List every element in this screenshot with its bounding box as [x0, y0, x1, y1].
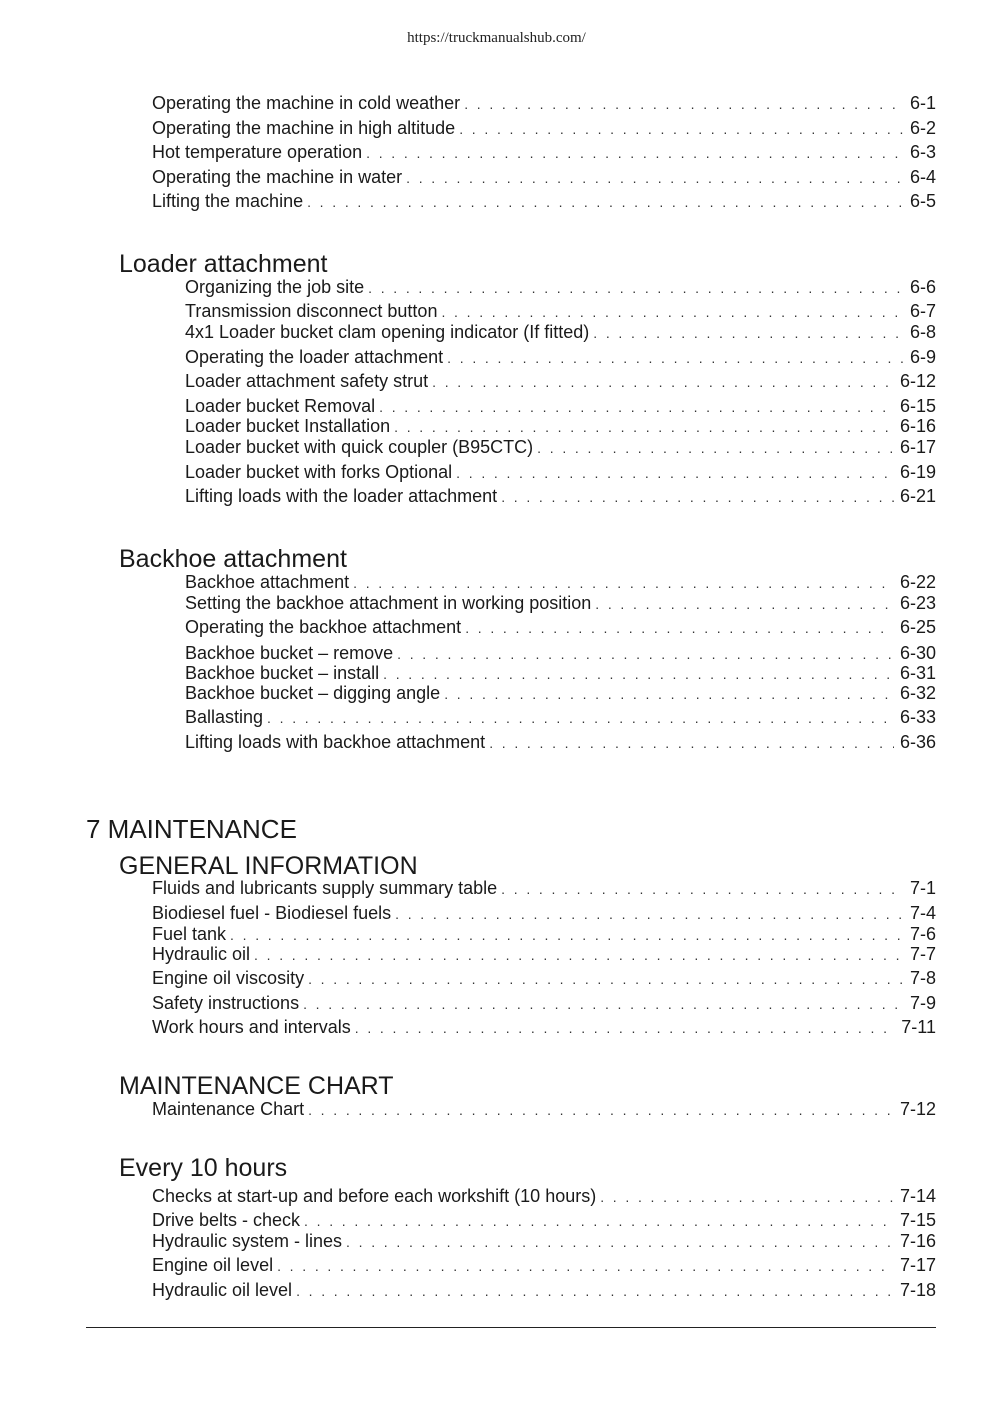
dot-leader [355, 1017, 896, 1039]
toc-entry-page: 6-9 [909, 347, 936, 367]
toc-entry[interactable] [152, 877, 936, 899]
toc-entry-page: 6-5 [909, 191, 936, 211]
toc-entry-page: 6-22 [899, 572, 936, 592]
toc-entry[interactable] [185, 370, 936, 392]
toc-entry-title: Lifting loads with the loader attachment [185, 486, 498, 506]
toc-entry-page: 6-21 [899, 486, 936, 506]
toc-entry-page: 6-31 [899, 663, 936, 683]
toc-entry[interactable] [185, 571, 936, 593]
section-heading-loader: Loader attachment [119, 250, 328, 278]
toc-entry-title: Engine oil viscosity [152, 968, 305, 988]
dot-leader [595, 593, 894, 615]
toc-entry[interactable] [152, 902, 936, 924]
toc-entry[interactable] [152, 1230, 936, 1252]
toc-entry[interactable] [185, 706, 936, 728]
toc-entry-title: Hydraulic system - lines [152, 1231, 343, 1251]
toc-entry-title: Transmission disconnect button [185, 301, 438, 321]
dot-leader [501, 486, 894, 508]
toc-entry-page: 7-8 [909, 968, 936, 988]
toc-entry-page: 6-8 [909, 322, 936, 342]
dot-leader [447, 347, 904, 369]
toc-entry[interactable] [185, 731, 936, 753]
section-heading-every-10-hours: Every 10 hours [119, 1154, 288, 1182]
dot-leader [296, 1280, 894, 1302]
dot-leader [267, 707, 894, 729]
toc-entry[interactable] [185, 395, 936, 417]
toc-entry-page: 6-12 [899, 371, 936, 391]
toc-entry[interactable] [185, 436, 936, 458]
toc-entry-page: 6-1 [909, 93, 936, 113]
toc-entry-page: 7-16 [899, 1231, 936, 1251]
toc-entry[interactable] [185, 346, 936, 368]
toc-entry-title: Loader attachment safety strut [185, 371, 429, 391]
toc-entry-title: Checks at start-up and before each workshift (10 hours) [152, 1186, 597, 1206]
dot-leader [277, 1255, 894, 1277]
toc-entry[interactable] [152, 1254, 936, 1276]
toc-entry-page: 7-4 [909, 903, 936, 923]
dot-leader [456, 462, 894, 484]
toc-entry-page: 7-17 [899, 1255, 936, 1275]
toc-entry[interactable] [185, 682, 936, 704]
toc-entry[interactable] [185, 592, 936, 614]
toc-entry-page: 6-30 [899, 643, 936, 663]
toc-entry[interactable] [185, 485, 936, 507]
section-heading-backhoe: Backhoe attachment [119, 545, 347, 573]
toc-entry-title: Work hours and intervals [152, 1017, 351, 1037]
toc-entry-title: Loader bucket with quick coupler (B95CTC) [185, 437, 534, 457]
toc-entry-page: 6-32 [899, 683, 936, 703]
toc-entry-title: Loader bucket Installation [185, 416, 391, 436]
toc-entry-title: Lifting loads with backhoe attachment [185, 732, 486, 752]
toc-entry[interactable] [152, 141, 936, 163]
dot-leader [303, 993, 904, 1015]
toc-entry[interactable] [152, 166, 936, 188]
toc-entry-title: Hydraulic oil level [152, 1280, 293, 1300]
dot-leader [501, 878, 904, 900]
toc-entry[interactable] [152, 992, 936, 1014]
toc-entry-page: 6-17 [899, 437, 936, 457]
toc-entry-page: 7-1 [909, 878, 936, 898]
dot-leader [304, 1210, 894, 1232]
dot-leader [537, 437, 894, 459]
toc-entry-title: Engine oil level [152, 1255, 274, 1275]
toc-entry[interactable] [152, 92, 936, 114]
toc-entry[interactable] [185, 662, 936, 684]
toc-entry-title: Biodiesel fuel - Biodiesel fuels [152, 903, 392, 923]
dot-leader [489, 732, 894, 754]
toc-entry-title: Lifting the machine [152, 191, 304, 211]
dot-leader [593, 322, 904, 344]
toc-entry-title: Ballasting [185, 707, 264, 727]
toc-entry[interactable] [152, 190, 936, 212]
toc-entry-title: Operating the backhoe attachment [185, 617, 462, 637]
dot-leader [308, 968, 904, 990]
toc-entry-page: 6-36 [899, 732, 936, 752]
toc-entry-title: Operating the loader attachment [185, 347, 444, 367]
toc-entry-title: Backhoe attachment [185, 572, 350, 592]
toc-entry[interactable] [185, 616, 936, 638]
toc-entry-title: Maintenance Chart [152, 1099, 305, 1119]
toc-entry-page: 6-7 [909, 301, 936, 321]
dot-leader [353, 572, 894, 594]
toc-entry-page: 6-19 [899, 462, 936, 482]
toc-entry[interactable] [152, 1016, 936, 1038]
toc-entry[interactable] [185, 276, 936, 298]
toc-entry-page: 6-25 [899, 617, 936, 637]
toc-entry[interactable] [152, 1209, 936, 1231]
toc-entry-page: 6-4 [909, 167, 936, 187]
dot-leader [308, 1099, 894, 1121]
toc-entry-page: 6-16 [899, 416, 936, 436]
toc-entry-page: 7-18 [899, 1280, 936, 1300]
toc-entry-page: 6-15 [899, 396, 936, 416]
dot-leader [346, 1231, 894, 1253]
toc-entry-title: Drive belts - check [152, 1210, 301, 1230]
section-heading-general: GENERAL INFORMATION [119, 852, 418, 880]
toc-entry-title: 4x1 Loader bucket clam opening indicator (If fitted) [185, 322, 590, 342]
toc-entry[interactable] [152, 1185, 936, 1207]
toc-entry-title: Hydraulic oil [152, 944, 251, 964]
toc-entry-page: 6-33 [899, 707, 936, 727]
toc-entry[interactable] [152, 943, 936, 965]
dot-leader [441, 301, 904, 323]
toc-entry-page: 7-11 [901, 1017, 936, 1037]
dot-leader [254, 944, 904, 966]
footer-rule [86, 1327, 936, 1328]
dot-leader [368, 277, 904, 299]
dot-leader [465, 617, 894, 639]
chapter-heading: 7 MAINTENANCE [86, 814, 297, 844]
dot-leader [366, 142, 904, 164]
dot-leader [600, 1186, 894, 1208]
toc-entry[interactable] [185, 300, 936, 322]
toc-entry-title: Loader bucket with forks Optional [185, 462, 453, 482]
dot-leader [395, 903, 904, 925]
toc-entry-title: Loader bucket Removal [185, 396, 376, 416]
dot-leader [459, 118, 904, 140]
section-heading-maintenance-chart: MAINTENANCE CHART [119, 1072, 394, 1100]
toc-entry-title: Backhoe bucket – remove [185, 643, 394, 663]
dot-leader [444, 683, 894, 705]
toc-entry[interactable] [185, 642, 936, 664]
toc-entry[interactable] [152, 117, 936, 139]
toc-entry-title: Hot temperature operation [152, 142, 363, 162]
dot-leader [432, 371, 894, 393]
toc-entry-title: Operating the machine in high altitude [152, 118, 456, 138]
toc-entry-page: 7-7 [909, 944, 936, 964]
toc-entry-title: Backhoe bucket – install [185, 663, 380, 683]
toc-entry-title: Setting the backhoe attachment in working position [185, 593, 592, 613]
toc-entry-page: 7-15 [899, 1210, 936, 1230]
dot-leader [394, 416, 894, 438]
toc-entry[interactable] [152, 1098, 936, 1120]
dot-leader [307, 191, 904, 213]
toc-entry-page: 6-6 [909, 277, 936, 297]
dot-leader [406, 167, 904, 189]
toc-entry-page: 7-12 [899, 1099, 936, 1119]
toc-entry-title: Backhoe bucket – digging angle [185, 683, 441, 703]
toc-entry[interactable] [152, 923, 936, 945]
toc-entry-page: 7-14 [899, 1186, 936, 1206]
toc-entry-title: Fluids and lubricants supply summary table [152, 878, 498, 898]
toc-entry-title: Operating the machine in water [152, 167, 403, 187]
toc-entry-page: 6-3 [909, 142, 936, 162]
toc-entry-title: Safety instructions [152, 993, 300, 1013]
toc-entry-title: Fuel tank [152, 924, 227, 944]
dot-leader [464, 93, 904, 115]
toc-entry-page: 6-23 [899, 593, 936, 613]
toc-entry-page: 7-9 [909, 993, 936, 1013]
toc-entry[interactable] [185, 415, 936, 437]
toc-entry-title: Operating the machine in cold weather [152, 93, 461, 113]
toc-entry[interactable] [152, 967, 936, 989]
toc-entry-page: 7-6 [909, 924, 936, 944]
toc-entry-page: 6-2 [909, 118, 936, 138]
toc-entry-title: Organizing the job site [185, 277, 365, 297]
source-url: https://truckmanualshub.com/ [407, 30, 586, 46]
toc-entry[interactable] [185, 321, 936, 343]
toc-entry[interactable] [185, 461, 936, 483]
toc-entry[interactable] [152, 1279, 936, 1301]
